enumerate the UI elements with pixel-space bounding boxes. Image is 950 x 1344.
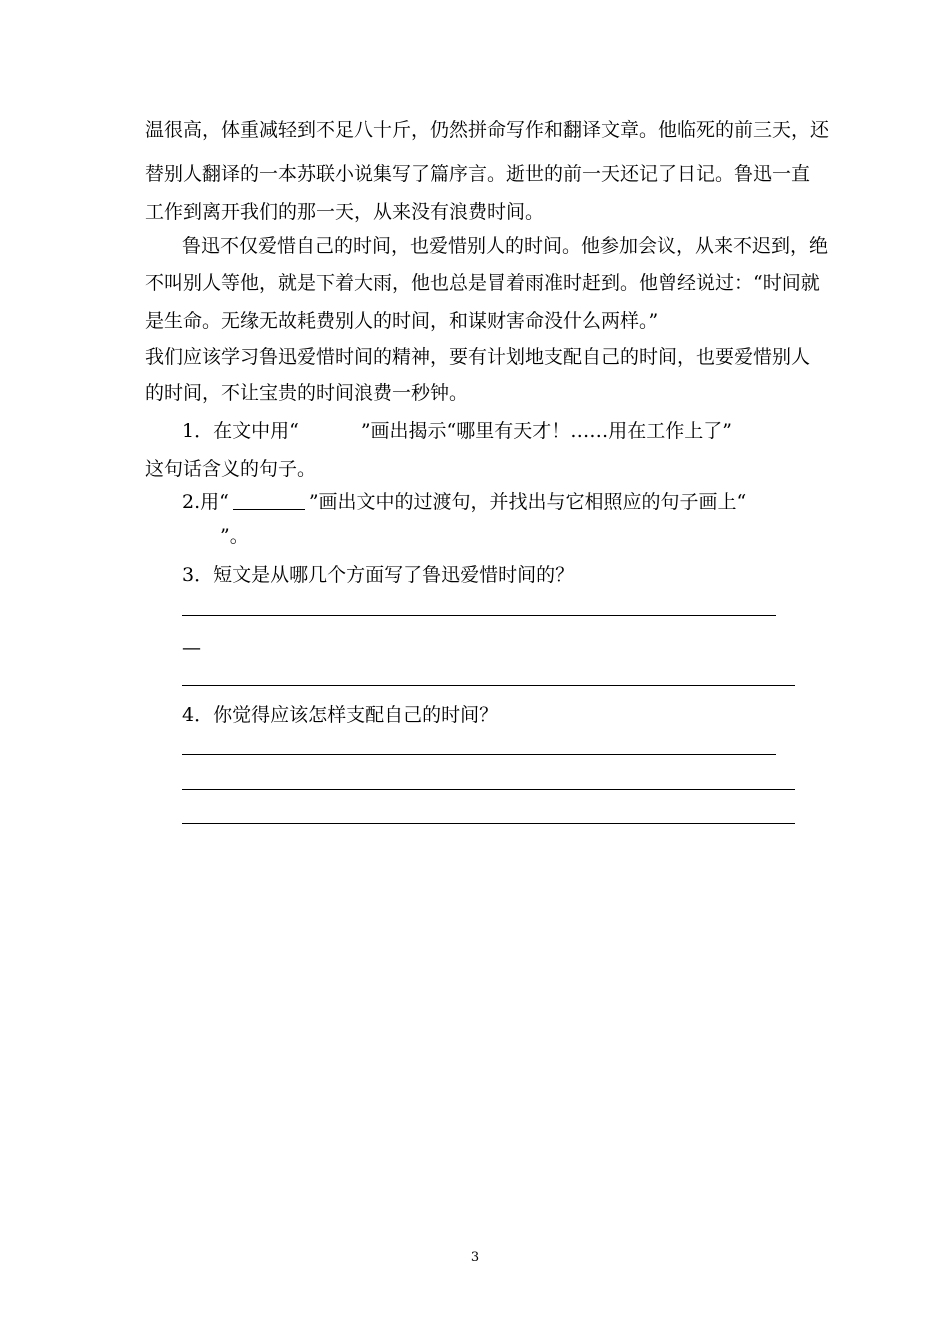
page-number: 3: [470, 1250, 480, 1265]
question-3: 3．短文是从哪几个方面写了鲁迅爱惜时间的？: [182, 564, 575, 586]
question-2-text-a: 2.用“: [182, 491, 229, 513]
answer-line[interactable]: [182, 685, 795, 686]
answer-line[interactable]: [182, 754, 776, 755]
question-2-text-b: ”画出文中的过渡句，并找出与它相照应的句子画上“: [308, 491, 747, 513]
question-2: [182, 490, 746, 514]
passage-line: 温很高，体重减轻到不足八十斤，仍然拼命写作和翻译文章。他临死的前三天，还: [145, 119, 830, 141]
answer-line-dash: —: [182, 637, 201, 659]
question-1-continuation: 这句话含义的句子。: [145, 458, 317, 480]
question-4: 4．你觉得应该怎样支配自己的时间？: [182, 704, 499, 726]
passage-line: 是生命。无缘无故耗费别人的时间，和谋财害命没什么两样。”: [145, 310, 659, 332]
answer-line[interactable]: [182, 789, 795, 790]
answer-line[interactable]: [182, 615, 776, 616]
passage-line: 我们应该学习鲁迅爱惜时间的精神，要有计划地支配自己的时间，也要爱惜别人: [145, 346, 811, 368]
passage-line: 不叫别人等他，就是下着大雨，他也总是冒着雨准时赶到。他曾经说过：“时间就: [145, 272, 820, 294]
question-1-text-a: 1．在文中用“: [182, 420, 299, 442]
passage-line: 鲁迅不仅爱惜自己的时间，也爱惜别人的时间。他参加会议，从来不迟到，绝: [182, 235, 829, 257]
passage-line: 的时间，不让宝贵的时间浪费一秒钟。: [145, 382, 469, 404]
question-1: [182, 419, 732, 443]
answer-line[interactable]: [182, 823, 795, 824]
question-2-continuation: ”。: [220, 525, 249, 547]
passage-line: 工作到离开我们的那一天，从来没有浪费时间。: [145, 201, 545, 223]
passage-line: 替别人翻译的一本苏联小说集写了篇序言。逝世的前一天还记了日记。鲁迅一直: [145, 163, 811, 185]
question-2-underline-blank[interactable]: [233, 491, 305, 510]
question-1-text-b: ”画出揭示“哪里有天才！……用在工作上了”: [360, 420, 732, 442]
